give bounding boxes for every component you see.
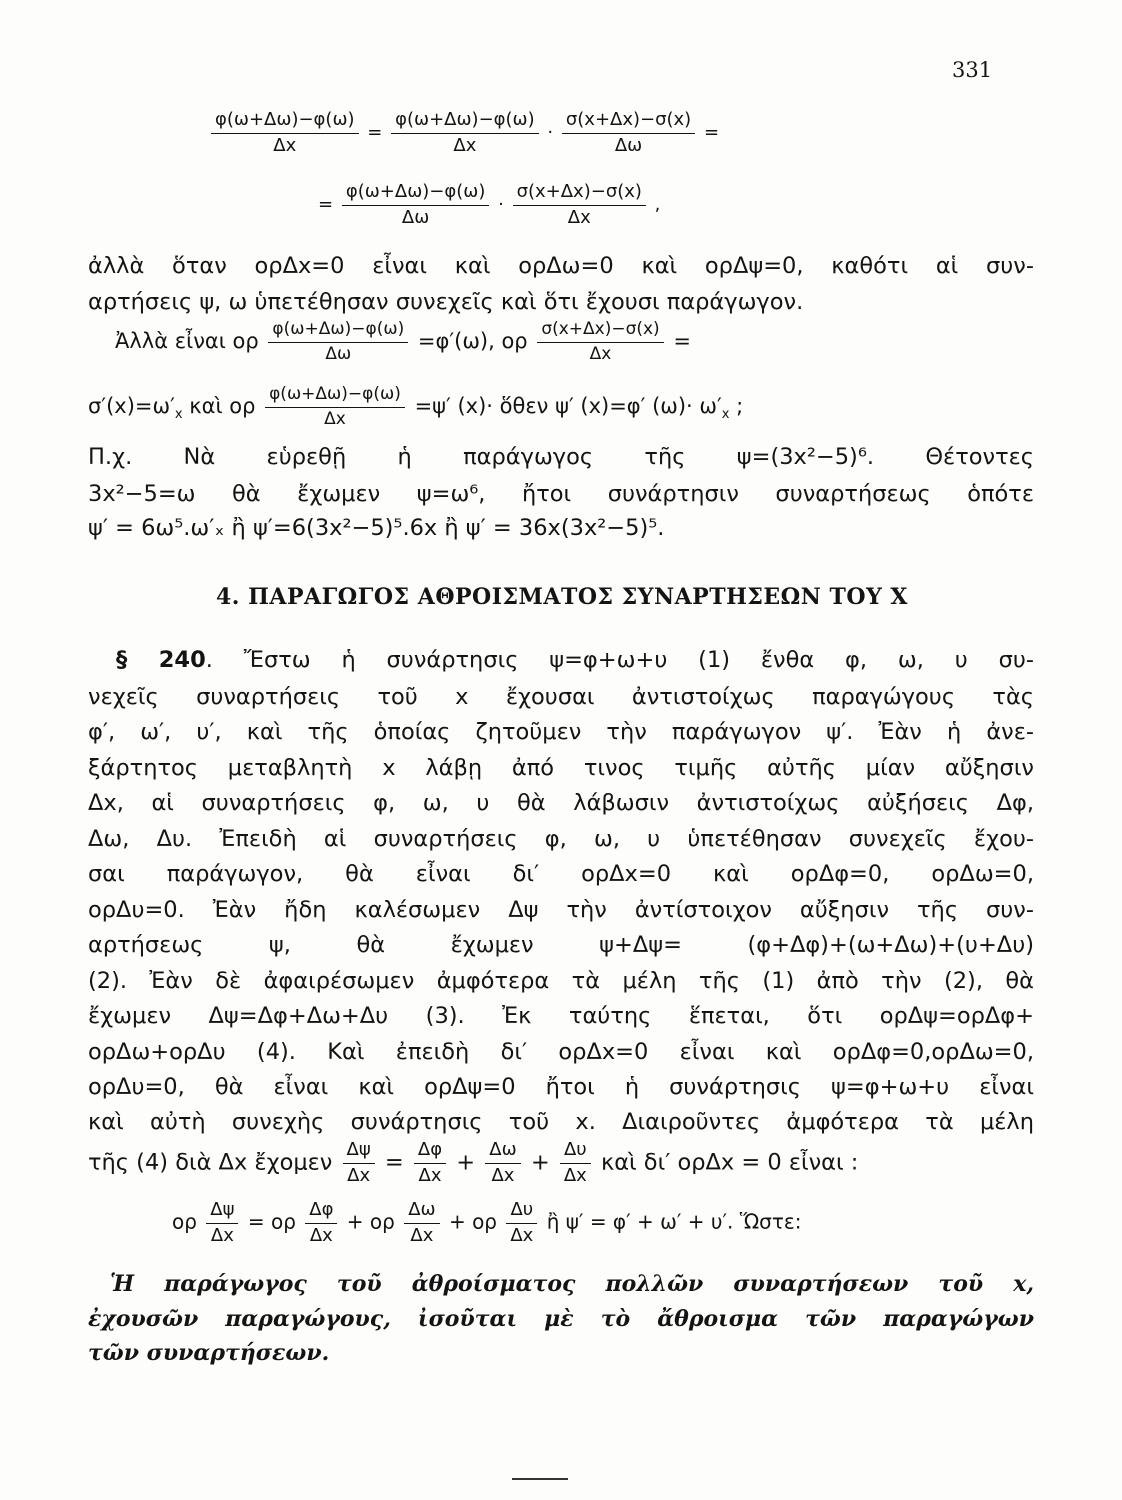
theorem-line: τῶν συναρτήσεων. (88, 1340, 330, 1366)
text-line: νεχεῖς συναρτήσεις τοῦ x ἔχουσαι ἀντιστοίχως παραγώγους τὰς (88, 684, 1034, 710)
theorem-line: ἐχουσῶν παραγώγους, ἰσοῦται μὲ τὸ ἄθροισμα τῶν παραγώγων (88, 1306, 1034, 1332)
text-line: ορΔω+ορΔυ (4). Καὶ ἐπειδὴ δι′ ορΔx=0 εἶναι καὶ ορΔφ=0,ορΔω=0, (88, 1039, 1034, 1065)
fraction: $\frac{\varphi(\omega+\Delta\omega)-\varphi(\omega)}{\Delta\omega}$ (268, 320, 408, 364)
text-line: ἔχωμεν Δψ=Δφ+Δω+Δυ (3). Ἐκ ταύτης ἕπεται, ὅτι ορΔψ=ορΔφ+ (88, 1003, 1034, 1029)
text-line: Δx, αἱ συναρτήσεις φ, ω, υ θὰ λάβωσιν ἀντιστοίχως αὐξήσεις Δφ, (88, 790, 1034, 816)
equation-1: $\frac{\varphi(\omega+\Delta\omega)-\varphi(\omega)}{\Delta x}$ = $\frac{\varphi(\omega+\Delta\omega)-\varphi(\omega)}{\Delta x}$ · $\frac{\sigma(x+\Delta x)-\sigma(x)}{\Delta\omega}$ = (208, 110, 719, 156)
footer-rule (512, 1478, 568, 1480)
equation-2: = $\frac{\varphi(\omega+\Delta\omega)-\varphi(\omega)}{\Delta\omega}$ · $\frac{\sigma(x+\Delta x)-\sigma(x)}{\Delta x}$ , (318, 181, 661, 228)
text-line-fractions: Ἀλλὰ εἶναι ορ $\frac{\varphi(\omega+\Delta\omega)-\varphi(\omega)}{\Delta\omega}$ =φ′(ω), ορ $\frac{\sigma(x+\Delta x)-\sigma(x)}{\Delta x}$ = (115, 319, 691, 364)
text-line: ορΔυ=0. Ἐὰν ἤδη καλέσωμεν Δψ τὴν ἀντίστοιχον αὔξησιν τῆς συν- (88, 897, 1034, 923)
fraction: $\frac{\Delta\upsilon}{\Delta x}$ (506, 1200, 537, 1246)
text-line: ξάρτητος μεταβλητὴ x λάβῃ ἀπό τινος τιμῆς αὐτῆς μίαν αὔξησιν (88, 755, 1034, 781)
fraction: $\frac{\Delta\varphi}{\Delta x}$ (414, 1140, 446, 1186)
text-line: καὶ αὐτὴ συνεχὴς συνάρτησις τοῦ x. Διαιροῦντες ἀμφότερα τὰ μέλη (88, 1109, 1034, 1135)
text-line: ἀλλὰ ὅταν ορΔx=0 εἶναι καὶ ορΔω=0 καὶ ορΔψ=0, καθότι αἱ συν- (88, 253, 1034, 279)
text-line-fractions: τῆς (4) διὰ Δx ἔχομεν $\frac{\Delta\psi}{\Delta x}$ = $\frac{\Delta\varphi}{\Delta x}$ + $\frac{\Delta\omega}{\Delta x}$ + $\frac{\Delta\upsilon}{\Delta x}$ καὶ δι′ ορΔx = 0 εἶναι : (88, 1139, 859, 1186)
fraction: $\frac{\Delta\varphi}{\Delta x}$ (305, 1200, 337, 1246)
fraction: $\frac{\Delta\psi}{\Delta x}$ (206, 1200, 238, 1246)
text-line: § 240. Ἔστω ἡ συνάρτησις ψ=φ+ω+υ (1) ἔνθα φ, ω, υ συ- (116, 647, 1034, 673)
fraction: $\frac{\Delta\omega}{\Delta x}$ (404, 1200, 439, 1246)
theorem-line: Ἡ παράγωγος τοῦ ἀθροίσματος πολλῶν συναρτήσεων τοῦ x, (110, 1271, 1034, 1297)
fraction: $\frac{\varphi(\omega+\Delta\omega)-\varphi(\omega)}{\Delta\omega}$ (342, 182, 490, 228)
text-line: Δω, Δυ. Ἐπειδὴ αἱ συναρτήσεις φ, ω, υ ὑπετέθησαν συνεχεῖς ἔχου- (88, 826, 1034, 852)
fraction: $\frac{\varphi(\omega+\Delta\omega)-\varphi(\omega)}{\Delta x}$ (211, 110, 359, 156)
fraction: $\frac{\sigma(x+\Delta x)-\sigma(x)}{\Delta x}$ (513, 182, 646, 228)
section-heading: 4. ΠΑΡΑΓΩΓΟΣ ΑΘΡΟΙΣΜΑΤΟΣ ΣΥΝΑΡΤΗΣΕΩΝ ΤΟΥ Χ (215, 584, 909, 610)
fraction: $\frac{\sigma(x+\Delta x)-\sigma(x)}{\Delta\omega}$ (562, 110, 695, 156)
equation-3: ορ $\frac{\Delta\psi}{\Delta x}$ = ορ $\frac{\Delta\varphi}{\Delta x}$ + ορ $\frac{\Delta\omega}{\Delta x}$ + ορ $\frac{\Delta\upsilon}{\Delta x}$ ἢ ψ′ = φ′ + ω′ + υ′. Ὥστε: (172, 1199, 802, 1246)
fraction: $\frac{\Delta\upsilon}{\Delta x}$ (560, 1140, 591, 1186)
text-line: Π.χ. Νὰ εὑρεθῇ ἡ παράγωγος τῆς ψ=(3x²−5)⁶. Θέτοντες (88, 444, 1034, 470)
fraction: $\frac{\varphi(\omega+\Delta\omega)-\varphi(\omega)}{\Delta x}$ (391, 110, 539, 156)
text-line-fractions: $\sigma'(x)=\omega'_x$ καὶ ορ $\frac{\varphi(\omega+\Delta\omega)-\varphi(\omega)}{\Delta x}$ =ψ′ (x)· ὅθεν ψ′ (x)=φ′ $(\omega)\cdot \omega'_x$ ; (88, 384, 744, 429)
page-number: 331 (952, 58, 993, 82)
text-line: αρτήσεις ψ, ω ὑπετέθησαν συνεχεῖς καὶ ὅτι ἔχουσι παράγωγον. (88, 289, 804, 315)
text-line: ορΔυ=0, θὰ εἶναι καὶ ορΔψ=0 ἤτοι ἡ συνάρτησις ψ=φ+ω+υ εἶναι (88, 1074, 1034, 1100)
text-line: αρτήσεως ψ, θὰ ἔχωμεν ψ+Δψ= (φ+Δφ)+(ω+Δω)+(υ+Δυ) (88, 932, 1034, 958)
fraction: $\frac{\varphi(\omega+\Delta\omega)-\varphi(\omega)}{\Delta x}$ (265, 385, 405, 429)
text-line: (2). Ἐὰν δὲ ἀφαιρέσωμεν ἀμφότερα τὰ μέλη τῆς (1) ἀπὸ τὴν (2), θὰ (88, 968, 1034, 994)
text-line: σαι παράγωγον, θὰ εἶναι δι′ ορΔx=0 καὶ ορΔφ=0, ορΔω=0, (88, 861, 1034, 887)
fraction: $\frac{\sigma(x+\Delta x)-\sigma(x)}{\Delta x}$ (537, 320, 663, 364)
fraction: $\frac{\Delta\psi}{\Delta x}$ (343, 1140, 375, 1186)
text-line: φ′, ω′, υ′, καὶ τῆς ὁποίας ζητοῦμεν τὴν παράγωγον ψ′. Ἐὰν ἡ ἀνε- (88, 719, 1034, 745)
text-line: ψ′ = 6ω⁵.ω′ₓ ἢ ψ′=6(3x²−5)⁵.6x ἢ ψ′ = 36x(3x²−5)⁵. (88, 515, 665, 541)
fraction: $\frac{\Delta\omega}{\Delta x}$ (485, 1140, 520, 1186)
text-line: 3x²−5=ω θὰ ἔχωμεν ψ=ω⁶, ἤτοι συνάρτησιν συναρτήσεως ὁπότε (88, 481, 1034, 507)
